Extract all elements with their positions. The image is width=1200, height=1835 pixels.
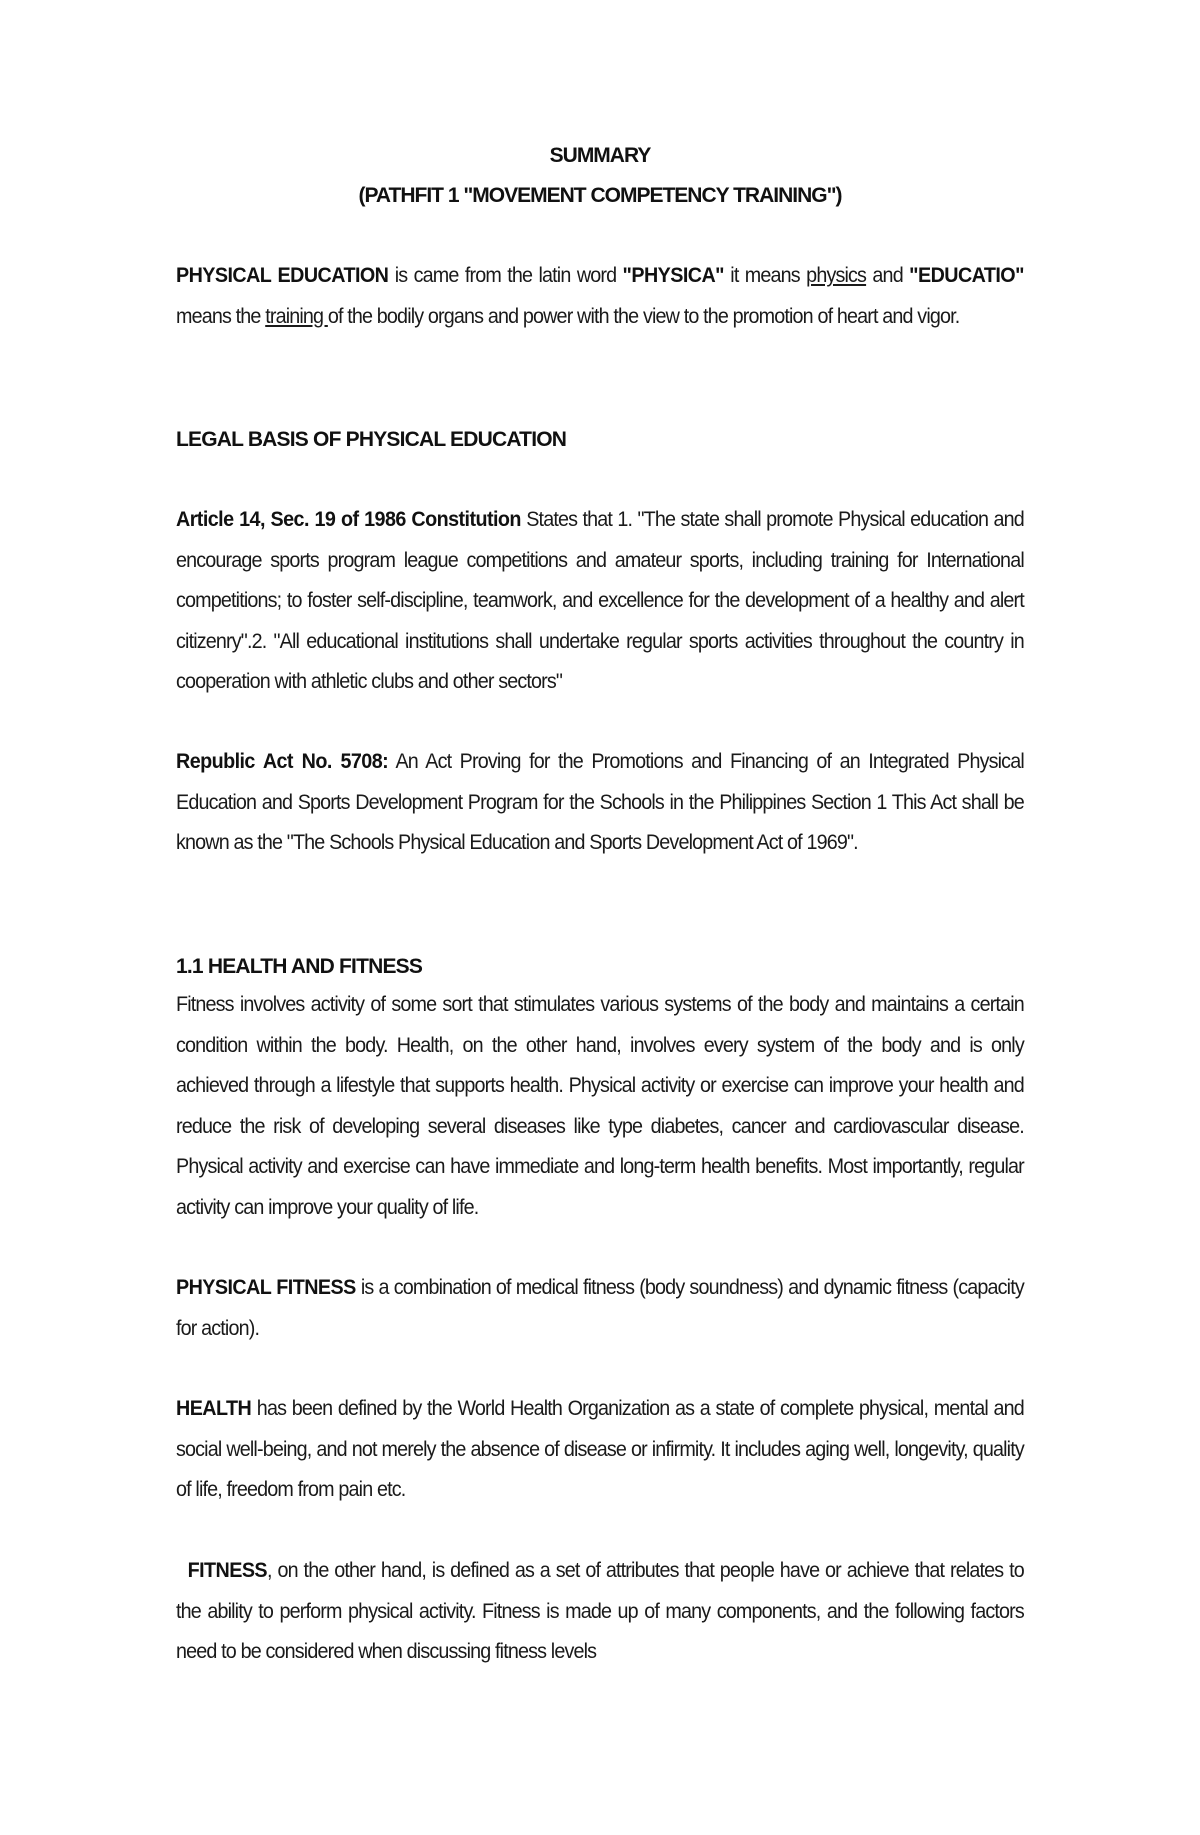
term-fitness: FITNESS [187,1559,268,1582]
physical-education-paragraph: PHYSICAL EDUCATION is came from the latin word "PHYSICA" it means physics and "EDUCATIO" means the training of the bodily organs and power with the view to the promotion of heart and vigor. [176,264,1024,328]
health-and-fitness-heading: 1.1 HEALTH AND FITNESS [176,955,423,978]
term-physical-fitness: PHYSICAL FITNESS [176,1276,356,1299]
document-subtitle: (PATHFIT 1 "MOVEMENT COMPETENCY TRAINING") [358,184,842,207]
term-health: HEALTH [176,1397,252,1420]
term-republic-act: Republic Act No. 5708: [176,750,389,773]
physical-fitness-paragraph: PHYSICAL FITNESS is a combination of medical fitness (body soundness) and dynamic fitness (capacity for action). [176,1276,1024,1340]
fitness-paragraph: FITNESS, on the other hand, is defined as a set of attributes that people have or achieve that relates to the ability to perform physical activity. Fitness is made up of many components, and the following factors need to be considered when discussing fitness levels [176,1559,1024,1663]
fitness-intro-paragraph: Fitness involves activity of some sort that stimulates various systems of the body and maintains a certain condition within the body. Health, on the other hand, involves every system of the body and is only achieved through a lifestyle that supports health. Physical activity or exercise can improve your health and reduce the risk of developing several diseases like type diabetes, cancer and cardiovascular disease. Physical activity and exercise can have immediate and long-term health benefits. Most importantly, regular activity can improve your quality of life. [176,993,1024,1219]
underlined-physics: physics [806,264,867,287]
word-educatio: "EDUCATIO" [909,264,1024,287]
document-title: SUMMARY [549,144,651,167]
republic-act-paragraph: Republic Act No. 5708: An Act Proving for the Promotions and Financing of an Integrated Physical Education and Sports Development Program for the Schools in the Philippines Section 1 This Act shall be known as the "The Schools Physical Education and Sports Development Act of 1969". [176,750,1024,854]
legal-basis-heading: LEGAL BASIS OF PHYSICAL EDUCATION [176,428,567,451]
article-14-paragraph: Article 14, Sec. 19 of 1986 Constitution States that 1. "The state shall promote Physical education and encourage sports program league competitions and amateur sports, including training for International competitions; to foster self-discipline, teamwork, and excellence for the development of a healthy and alert citizenry".2. "All educational institutions shall undertake regular sports activities throughout the country in cooperation with athletic clubs and other sectors" [176,508,1024,693]
underlined-training: training [265,304,328,328]
term-article-14: Article 14, Sec. 19 of 1986 Constitution [176,508,521,531]
term-physical-education: PHYSICAL EDUCATION [176,264,389,287]
health-paragraph: HEALTH has been defined by the World Health Organization as a state of complete physical, mental and social well-being, and not merely the absence of disease or infirmity. It includes aging well, longevity, quality of life, freedom from pain etc. [176,1397,1024,1501]
word-physica: "PHYSICA" [622,264,724,287]
